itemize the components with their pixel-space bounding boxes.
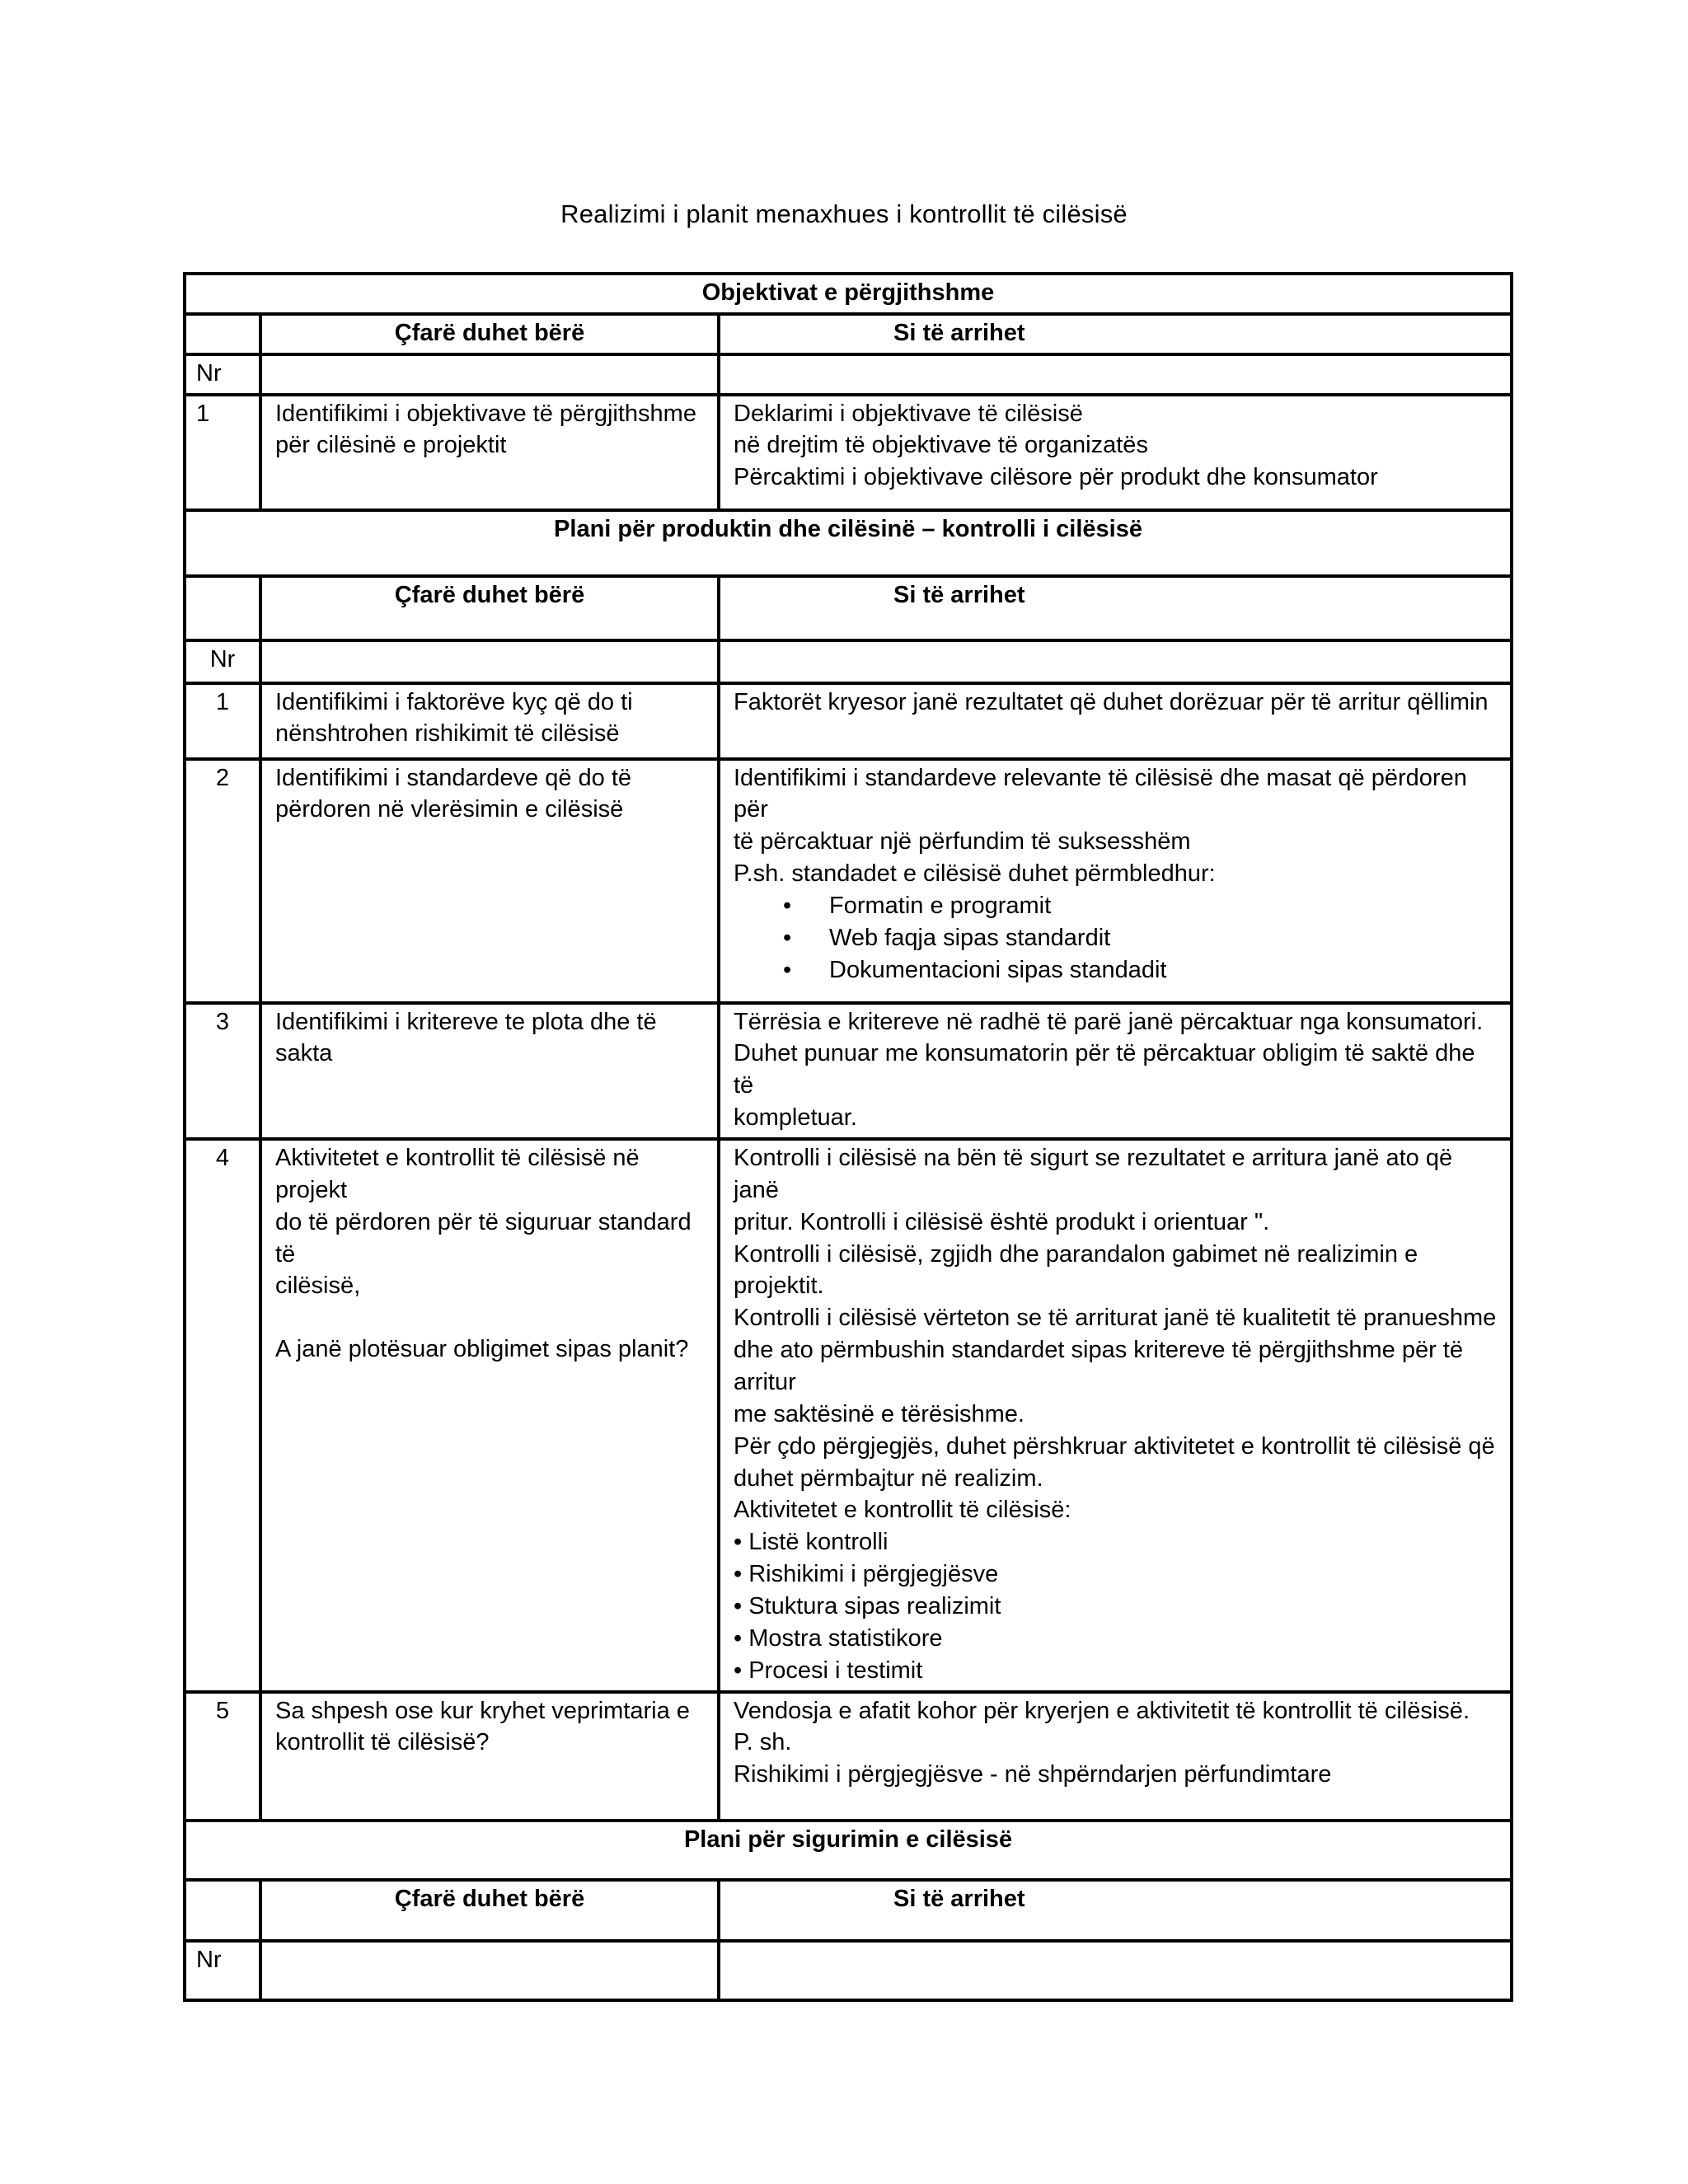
table-row bbox=[185, 1139, 1512, 1692]
what-line: Identifikimi i objektivave të përgjithshme bbox=[275, 400, 696, 427]
column-header-row bbox=[185, 314, 1512, 354]
how-line: duhet përmbajtur në realizim. bbox=[734, 1465, 1043, 1492]
section-heading: Plani për sigurimin e cilësisë bbox=[185, 1821, 1512, 1880]
how-line: Vendosja e afatit kohor për kryerjen e aktivitetit të kontrollit të cilësisë. bbox=[734, 1697, 1470, 1724]
column-header-row bbox=[185, 1880, 1512, 1941]
what-line: kontrollit të cilësisë? bbox=[275, 1729, 490, 1756]
how-line: pritur. Kontrolli i cilësisë është produkt i orientuar ". bbox=[734, 1208, 1270, 1235]
how-line: Rishikimi i përgjegjësve - në shpërndarjen përfundimtare bbox=[734, 1761, 1332, 1788]
empty-header-cell bbox=[185, 576, 260, 640]
how-line: Përcaktimi i objektivave cilësore për produkt dhe konsumator bbox=[734, 464, 1378, 491]
how-line: të përcaktuar një përfundim të suksesshëm bbox=[734, 828, 1191, 855]
how-cell bbox=[719, 1003, 1512, 1139]
bullet-text: Formatin e programit bbox=[829, 893, 1052, 920]
how-line: me saktësinë e tërësishme. bbox=[734, 1400, 1025, 1427]
how-line: • Mostra statistikore bbox=[734, 1624, 943, 1652]
column-header-how: Si të arrihet bbox=[719, 1880, 1512, 1941]
row-number: 4 bbox=[185, 1139, 260, 1692]
what-line: Identifikimi i standardeve që do të bbox=[275, 764, 632, 791]
what-line: Identifikimi i faktorëve kyç që do ti bbox=[275, 688, 633, 715]
what-line: Sa shpesh ose kur kryhet veprimtaria e bbox=[275, 1697, 690, 1724]
how-line: Kontrolli i cilësisë vërteton se të arriturat janë të kualitetit të pranueshme bbox=[734, 1305, 1497, 1332]
what-cell bbox=[260, 1692, 719, 1821]
how-line: • Rishikimi i përgjegjësve bbox=[734, 1561, 999, 1588]
how-line: P.sh. standadet e cilësisë duhet përmbledhur: bbox=[734, 860, 1216, 888]
how-line: Kontrolli i cilësisë, zgjidh dhe parandalon gabimet në realizimin e projektit. bbox=[734, 1240, 1418, 1300]
column-header-what: Çfarë duhet bërë bbox=[260, 314, 719, 354]
nr-label: Nr bbox=[185, 354, 260, 395]
empty-cell bbox=[260, 354, 719, 395]
table-row bbox=[185, 395, 1512, 510]
how-line: Kontrolli i cilësisë na bën të sigurt se rezultatet e arritura janë ato që janë bbox=[734, 1145, 1453, 1203]
how-line: Për çdo përgjegjës, duhet përshkruar aktivitetet e kontrollit të cilësisë që bbox=[734, 1432, 1495, 1460]
empty-cell bbox=[260, 640, 719, 683]
how-line: dhe ato përmbushin standardet sipas kritereve të përgjithshme për të arritur bbox=[734, 1337, 1463, 1396]
list-item bbox=[783, 890, 1497, 922]
empty-header-cell bbox=[185, 1880, 260, 1941]
how-line: në drejtim të objektivave të organizatës bbox=[734, 432, 1148, 459]
how-cell bbox=[719, 759, 1512, 1003]
what-line: cilësisë, bbox=[275, 1272, 361, 1300]
how-line: P. sh. bbox=[734, 1729, 792, 1756]
row-number: 1 bbox=[185, 395, 260, 510]
what-line: A janë plotësuar obligimet sipas planit? bbox=[275, 1336, 689, 1363]
column-header-what: Çfarë duhet bërë bbox=[260, 576, 719, 640]
what-line: Aktivitetet e kontrollit të cilësisë në projekt bbox=[275, 1145, 640, 1203]
bullet-icon: • bbox=[783, 956, 792, 983]
how-line: Faktorët kryesor janë rezultatet që duhet dorëzuar për të arritur qëllimin bbox=[734, 688, 1489, 715]
nr-header-row bbox=[185, 354, 1512, 395]
what-line: për cilësinë e projektit bbox=[275, 432, 507, 459]
how-cell bbox=[719, 683, 1512, 759]
column-header-row bbox=[185, 576, 1512, 640]
spacer bbox=[275, 1302, 704, 1333]
bullet-text: Web faqja sipas standardit bbox=[829, 924, 1111, 951]
column-header-how: Si të arrihet bbox=[719, 576, 1512, 640]
table-row bbox=[185, 759, 1512, 1003]
how-line: Identifikimi i standardeve relevante të cilësisë dhe masat që përdoren për bbox=[734, 764, 1467, 823]
bullet-icon: • bbox=[783, 924, 792, 951]
how-line: Aktivitetet e kontrollit të cilësisë: bbox=[734, 1497, 1071, 1524]
section-heading-row bbox=[185, 1821, 1512, 1880]
row-number: 2 bbox=[185, 759, 260, 1003]
nr-label: Nr bbox=[185, 1941, 260, 2000]
how-line: Duhet punuar me konsumatorin për të përcaktuar obligim të saktë dhe të bbox=[734, 1040, 1475, 1099]
bullet-icon: • bbox=[783, 893, 792, 920]
table-row bbox=[185, 683, 1512, 759]
how-line: Tërrësia e kritereve në radhë të parë janë përcaktuar nga konsumatori. bbox=[734, 1008, 1484, 1035]
how-cell bbox=[719, 395, 1512, 510]
section-heading-row bbox=[185, 510, 1512, 576]
how-line: Deklarimi i objektivave të cilësisë bbox=[734, 400, 1083, 427]
what-line: Identifikimi i kritereve te plota dhe të sakta bbox=[275, 1008, 657, 1067]
what-line: do të përdoren për të siguruar standard të bbox=[275, 1208, 692, 1268]
empty-cell bbox=[719, 354, 1512, 395]
column-header-what: Çfarë duhet bërë bbox=[260, 1880, 719, 1941]
what-cell bbox=[260, 1139, 719, 1692]
row-number: 1 bbox=[185, 683, 260, 759]
column-header-how: Si të arrihet bbox=[719, 314, 1512, 354]
section-heading: Objektivat e përgjithshme bbox=[185, 274, 1512, 314]
nr-label: Nr bbox=[185, 640, 260, 683]
what-cell bbox=[260, 759, 719, 1003]
empty-header-cell bbox=[185, 314, 260, 354]
what-cell bbox=[260, 683, 719, 759]
how-line: • Stuktura sipas realizimit bbox=[734, 1593, 1001, 1620]
empty-cell bbox=[719, 640, 1512, 683]
standards-bullet-list bbox=[734, 890, 1497, 987]
nr-header-row bbox=[185, 640, 1512, 683]
row-number: 3 bbox=[185, 1003, 260, 1139]
row-number: 5 bbox=[185, 1692, 260, 1821]
document-title: Realizimi i planit menaxhues i kontrollit të cilësisë bbox=[560, 199, 1128, 228]
table-row bbox=[185, 1003, 1512, 1139]
empty-cell bbox=[719, 1941, 1512, 2000]
how-line: • Listë kontrolli bbox=[734, 1529, 889, 1556]
how-line: kompletuar. bbox=[734, 1104, 857, 1132]
list-item bbox=[783, 922, 1497, 954]
list-item bbox=[783, 954, 1497, 987]
how-cell bbox=[719, 1692, 1512, 1821]
section-heading-row bbox=[185, 274, 1512, 314]
empty-cell bbox=[260, 1941, 719, 2000]
how-cell bbox=[719, 1139, 1512, 1692]
what-cell bbox=[260, 1003, 719, 1139]
what-line: përdoren në vlerësimin e cilësisë bbox=[275, 796, 624, 823]
bullet-text: Dokumentacioni sipas standadit bbox=[829, 956, 1167, 983]
table-row bbox=[185, 1692, 1512, 1821]
what-line: nënshtrohen rishikimit të cilësisë bbox=[275, 720, 620, 748]
quality-plan-table bbox=[183, 272, 1513, 2002]
how-line: • Procesi i testimit bbox=[734, 1657, 923, 1684]
what-cell bbox=[260, 395, 719, 510]
nr-header-row bbox=[185, 1941, 1512, 2000]
section-heading: Plani për produktin dhe cilësinë – kontrolli i cilësisë bbox=[185, 510, 1512, 576]
